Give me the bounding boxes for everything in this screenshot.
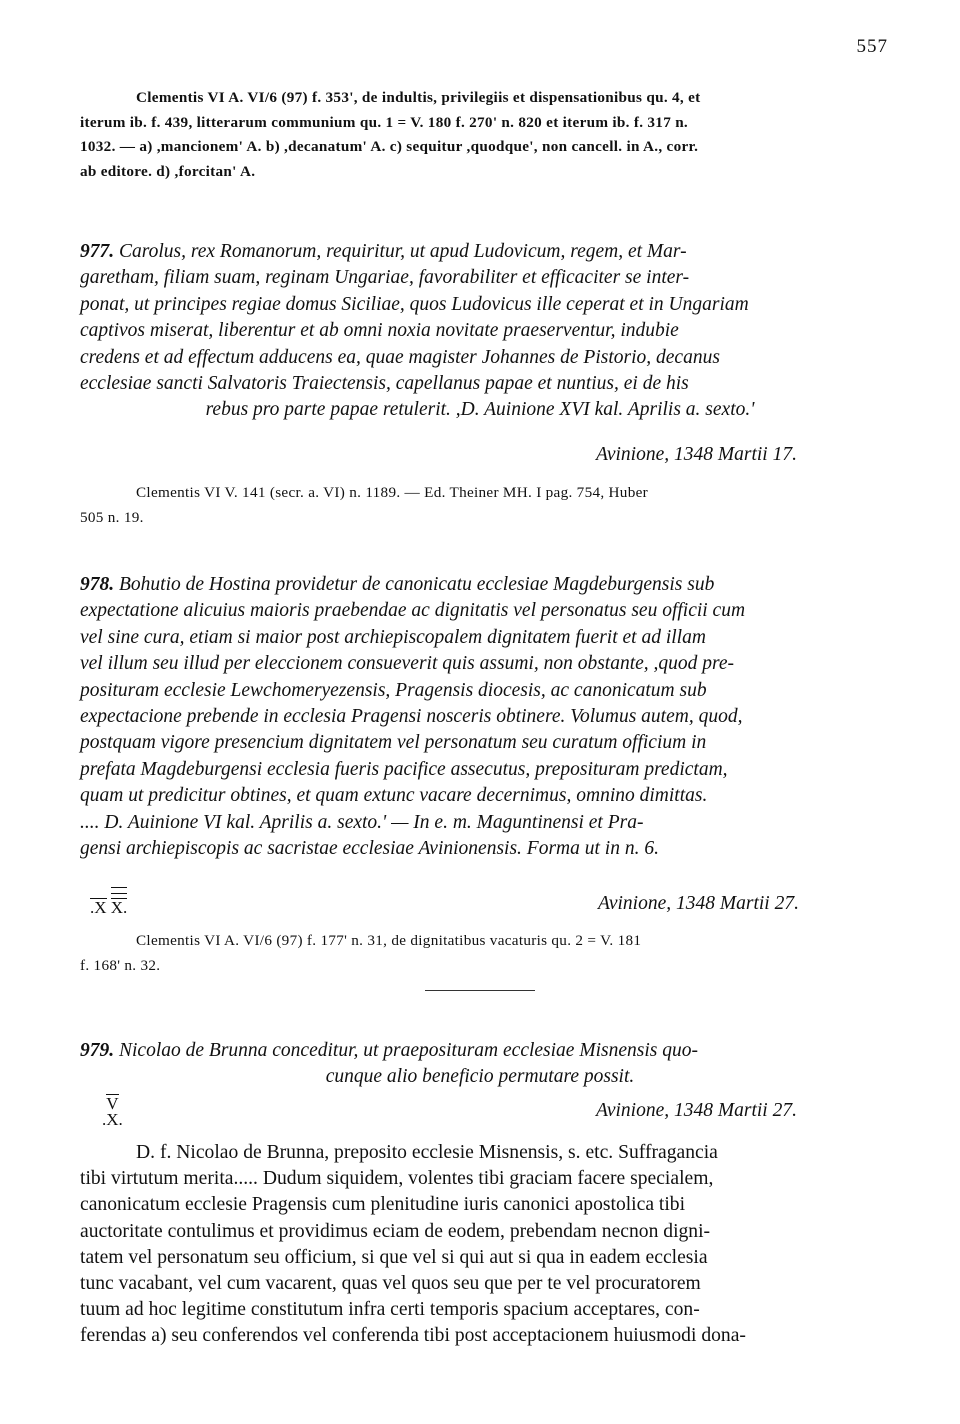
summary-line: vel illum seu illud per eleccionem consueverit quis assumi, non obstante, ,quod pre- <box>80 653 735 675</box>
footnotes-top <box>80 86 880 184</box>
entry-979-summary <box>80 1038 880 1091</box>
entry-977-source <box>80 481 880 530</box>
footnote-line: 1032. — a) ,mancionem' A. b) ,decanatum' A. c) sequitur ,quodque', non cancell. in A., corr. <box>80 138 699 156</box>
source-line: f. 168' n. 32. <box>80 956 161 974</box>
summary-line: quam ut predicitur obtines, et quam extunc vacare decernimus, omnino dimittas. <box>80 785 708 807</box>
summary-line: Nicolao de Brunna conceditur, ut praeposituram ecclesiae Misnensis quo- <box>119 1040 698 1061</box>
summary-line: rebus pro parte papae retulerit. ,D. Auinione XVI kal. Aprilis a. sexto.' <box>205 399 755 421</box>
entry-number: 977. <box>80 241 115 262</box>
text-line: tuum ad hoc legitime constitutum infra certi temporis spacium acceptares, con- <box>80 1299 700 1321</box>
text-line: canonicatum ecclesie Pragensis cum plenitudine iuris canonici apostolica tibi <box>80 1194 686 1216</box>
text-line: auctoritate contulimus et providimus eciam de eodem, prebendam necnon digni- <box>80 1220 711 1242</box>
summary-line: gensi archiepiscopis ac sacristae ecclesiae Avinionensis. Forma ut in n. 6. <box>80 838 659 860</box>
summary-line: captivos miserat, liberentur et ab omni noxia novitate praeserventur, indubie <box>80 320 679 342</box>
entry-978-place-date: Avinione, 1348 Martii 27. <box>598 893 799 914</box>
entry-977-summary <box>80 239 880 424</box>
text-line: ferendas a) seu conferendos vel conferenda tibi post acceptacionem huiusmodi dona- <box>80 1325 746 1347</box>
text-line: tatem vel personatum seu officium, si que vel si qui aut si qua in eadem ecclesia <box>80 1246 708 1268</box>
footnote-line: ab editore. d) ,forcitan' A. <box>80 162 256 180</box>
summary-line: posituram ecclesie Lewchomeryezensis, Pragensis diocesis, ac canonicatum sub <box>80 679 707 701</box>
entry-978-summary <box>80 572 880 862</box>
source-line: 505 n. 19. <box>80 508 144 526</box>
summary-line: prefata Magdeburgensi ecclesia fueris pacifice assecutus, preposituram predictam, <box>80 758 728 780</box>
summary-line: credens et ad effectum adducens ea, quae magister Johannes de Pistorio, decanus <box>80 346 720 368</box>
summary-line: cunque alio beneficio permutare possit. <box>325 1066 635 1088</box>
signature-bottom: .X. <box>102 1110 123 1129</box>
summary-line: expectacione prebende in ecclesia Pragensi nosceris obtinere. Volumus autem, quod, <box>80 706 743 728</box>
signature-top: V <box>106 1094 119 1113</box>
entry-977-place-date: Avinione, 1348 Martii 17. <box>596 444 797 465</box>
source-line: Clementis VI A. VI/6 (97) f. 177' n. 31, de dignitatibus vacaturis qu. 2 = V. 181 <box>136 932 642 949</box>
entry-979-signature <box>102 1094 123 1128</box>
footnote-line: Clementis VI A. VI/6 (97) f. 353', de indultis, privilegiis et dispensationibus qu. 4, et <box>136 89 701 106</box>
source-line: Clementis VI V. 141 (secr. a. VI) n. 1189. — Ed. Theiner MH. I pag. 754, Huber <box>136 484 648 501</box>
entry-979-place-date: Avinione, 1348 Martii 27. <box>596 1100 797 1121</box>
entry-979-text <box>80 1140 880 1350</box>
summary-line: ponat, ut principes regiae domus Siciliae, quos Ludovicus ille ceperat et in Ungariam <box>80 293 749 315</box>
summary-line: .... D. Auinione VI kal. Aprilis a. sexto.' — In e. m. Maguntinensi et Pra- <box>80 811 644 833</box>
entry-number: 978. <box>80 574 115 595</box>
summary-line: postquam vigore presencium dignitatem vel personatum seu curatum officium in <box>80 732 707 754</box>
summary-line: ecclesiae sancti Salvatoris Traiectensis, capellanus papae et nuntius, ei de his <box>80 373 689 395</box>
footnote-line: iterum ib. f. 439, litterarum communium qu. 1 = V. 180 f. 270' n. 820 et iterum ib. f. 317 n. <box>80 113 689 131</box>
section-divider <box>425 990 535 991</box>
entry-number: 979. <box>80 1040 115 1061</box>
text-line: tibi virtutum merita..... Dudum siquidem, volentes tibi graciam facere specialem, <box>80 1168 714 1190</box>
summary-line: Bohutio de Hostina providetur de canonicatu ecclesiae Magdeburgensis sub <box>119 574 715 595</box>
summary-line: vel sine cura, etiam si maior post archiepiscopalem dignitatem fuerit et ad illam <box>80 626 706 648</box>
summary-line: expectatione alicuius maioris praebendae ac dignitatis vel personatus seu officii cum <box>80 600 746 622</box>
entry-978-source <box>80 929 880 978</box>
signature-right: X. <box>110 898 128 917</box>
text-line: D. f. Nicolao de Brunna, preposito ecclesie Misnensis, s. etc. Suffragancia <box>136 1142 718 1163</box>
summary-line: garetham, filiam suam, reginam Ungariae, favorabiliter et efficaciter se inter- <box>80 267 690 289</box>
entry-978-signature <box>90 898 127 916</box>
signature-left: .X <box>90 898 107 917</box>
summary-line: Carolus, rex Romanorum, requiritur, ut apud Ludovicum, regem, et Mar- <box>119 241 687 262</box>
page-number: 557 <box>856 36 888 57</box>
text-line: tunc vacabant, vel cum vacarent, quas vel quos seu que per te vel procuratorem <box>80 1273 701 1295</box>
